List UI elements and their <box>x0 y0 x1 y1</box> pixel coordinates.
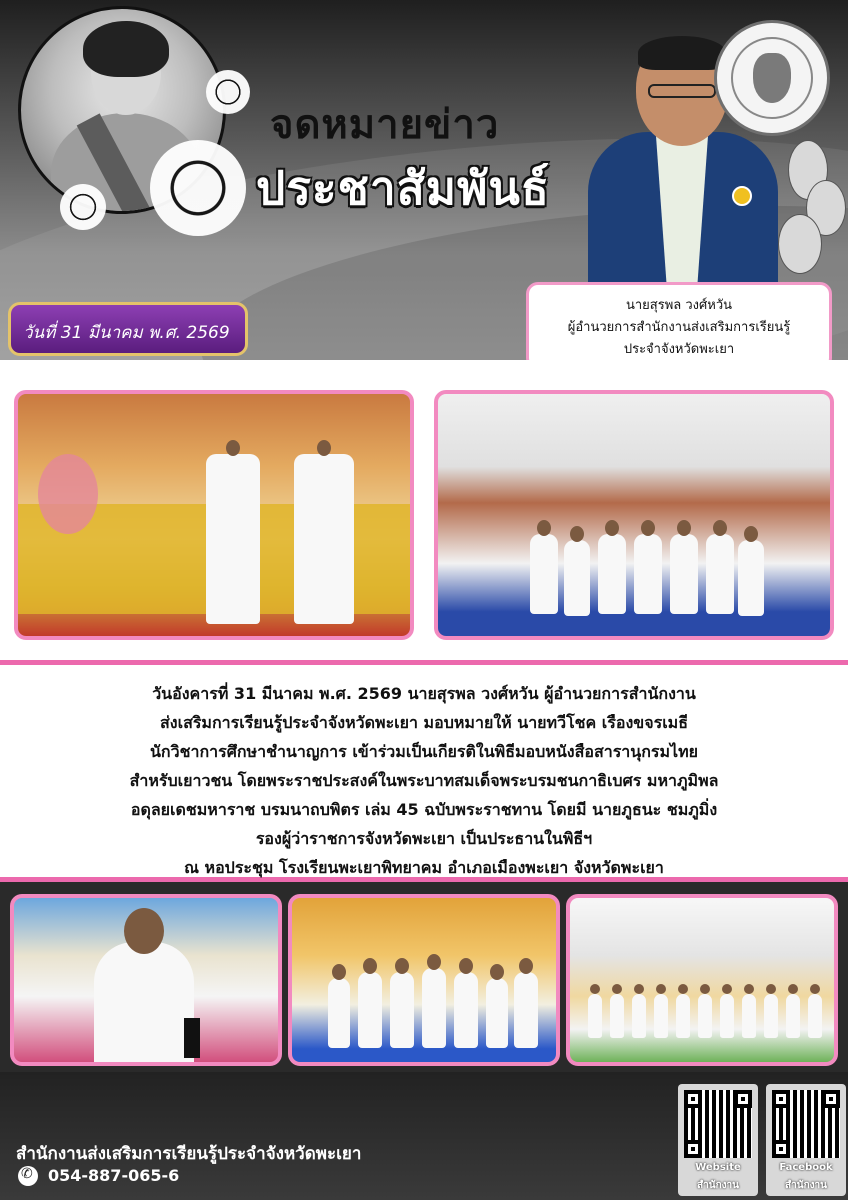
footer-phone-number[interactable]: 054-887-065-6 <box>48 1166 180 1185</box>
ceremony-photo-official <box>10 894 282 1066</box>
director-name: นายสุรพล วงศ์หวัน <box>625 298 733 313</box>
director-name-card <box>526 282 832 370</box>
ceremony-photo-students <box>566 894 838 1066</box>
phone-icon <box>18 1166 38 1186</box>
qr-caption-top: Website <box>695 1162 741 1173</box>
ceremony-photo-hall <box>434 390 834 640</box>
date-text: วันที่ 31 มีนาคม พ.ศ. 2569 <box>23 323 230 343</box>
qr-code-icon <box>772 1090 840 1158</box>
newsletter-subtitle: ประชาสัมพันธ์ <box>256 161 550 215</box>
news-line: ณ หอประชุม โรงเรียนพะเยาพิทยาคม อำเภอเมืองพะเยา จังหวัดพะเยา <box>184 858 664 877</box>
ceremony-photo-group <box>288 894 560 1066</box>
qr-code-icon <box>684 1090 752 1158</box>
news-line: วันอังคารที่ 31 มีนาคม พ.ศ. 2569 นายสุรพล วงศ์หวัน ผู้อำนวยการสำนักงาน <box>152 684 696 703</box>
department-seal-icon <box>714 20 830 136</box>
date-badge <box>8 302 248 356</box>
orchid-decoration <box>778 140 848 280</box>
flower-decoration <box>60 184 106 230</box>
news-body <box>0 660 848 882</box>
news-line: รองผู้ว่าราชการจังหวัดพะเยา เป็นประธานในพิธีฯ <box>255 829 593 848</box>
footer-organization: สำนักงานส่งเสริมการเรียนรู้ประจำจังหวัดพะเยา <box>16 1144 362 1164</box>
news-line: นักวิชาการศึกษาชำนาญการ เข้าร่วมเป็นเกียรติในพิธีมอบหนังสือสารานุกรมไทย <box>149 742 699 761</box>
qr-caption-top: Facebook <box>779 1162 833 1173</box>
news-line: สำหรับเยาวชน โดยพระราชประสงค์ในพระบาทสมเด็จพระบรมชนกาธิเบศร มหาภูมิพล <box>129 771 719 790</box>
website-qr-card[interactable] <box>678 1084 758 1196</box>
director-position: ผู้อำนวยการสำนักงานส่งเสริมการเรียนรู้ <box>567 320 791 335</box>
ceremony-photo-stage <box>14 390 414 640</box>
qr-caption-bottom: สำนักงาน <box>697 1180 739 1191</box>
newsletter-title: จดหมายข่าว <box>270 102 500 148</box>
flower-decoration <box>150 140 246 236</box>
director-province: ประจำจังหวัดพะเยา <box>623 342 735 357</box>
news-line: อดุลยเดชมหาราช บรมนาถบพิตร เล่ม 45 ฉบับพระราชทาน โดยมี นายภูธนะ ชมภูมิ่ง <box>130 800 718 819</box>
news-line: ส่งเสริมการเรียนรู้ประจำจังหวัดพะเยา มอบหมายให้ นายทวีโชค เรืองขจรเมธี <box>160 713 688 732</box>
qr-caption-bottom: สำนักงาน <box>785 1180 827 1191</box>
news-paragraph <box>0 679 848 882</box>
facebook-qr-card[interactable] <box>766 1084 846 1196</box>
flower-decoration <box>206 70 250 114</box>
